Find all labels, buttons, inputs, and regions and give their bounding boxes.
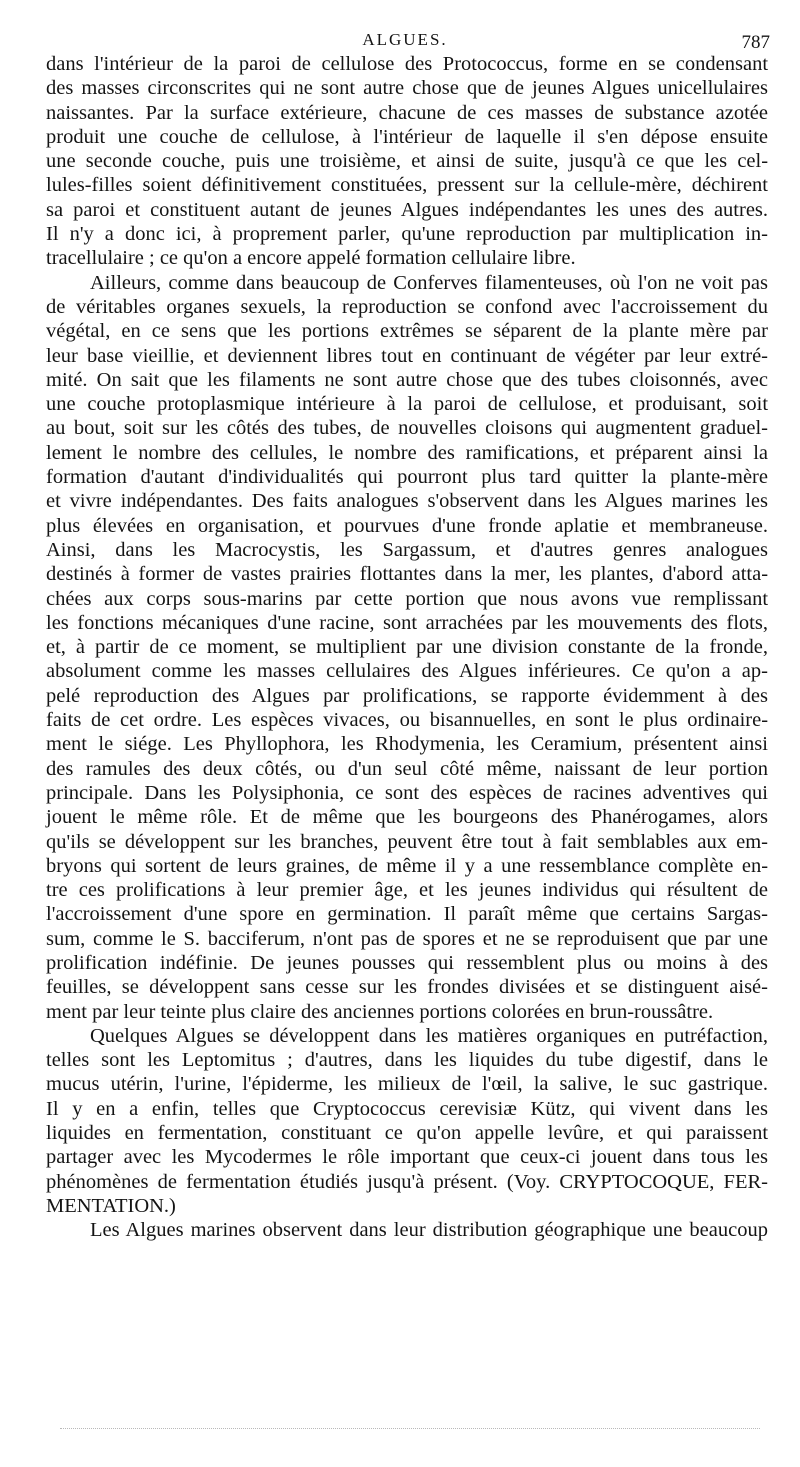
text-line-content: faits de cet ordre. Les espèces vivaces, ou bisannuelles, en sont le plus ordinaire-: [46, 709, 769, 732]
text-line-content: mité. On sait que les filaments ne sont autre chose que des tubes cloisonnés, avec: [46, 368, 768, 391]
text-line: [46, 271, 768, 295]
text-line-content: plus élevées en organisation, et pourvues d'une fronde aplatie et membraneuse.: [46, 514, 768, 537]
text-line: [46, 101, 768, 125]
text-line: [46, 854, 768, 878]
text-line-content: phénomènes de fermentation étudiés jusqu'à présent. (Voy. CRYPTOCOQUE, FER-: [46, 1170, 768, 1193]
text-line-content: Ailleurs, comme dans beaucoup de Conferves filamenteuses, où l'on ne voit pas: [90, 271, 768, 294]
text-line: [46, 1000, 768, 1024]
text-line: [46, 198, 768, 222]
text-line-content: ment par leur teinte plus claire des anciennes portions colorées en brun-roussâtre.: [46, 1000, 714, 1023]
text-line: [46, 514, 768, 538]
text-line: [46, 441, 768, 465]
text-line-content: une seconde couche, puis une troisième, et ainsi de suite, jusqu'à ce que les cel-: [46, 150, 769, 173]
text-line-content: Quelques Algues se développent dans les matières organiques en putréfaction,: [90, 1024, 768, 1047]
text-line-content: ment le siége. Les Phyllophora, les Rhodymenia, les Ceramium, présentent ainsi: [46, 733, 768, 756]
text-line: [46, 52, 768, 76]
text-line: [46, 659, 768, 683]
text-line: [46, 1194, 768, 1218]
text-line-content: des ramules des deux côtés, ou d'un seul côté même, naissant de leur portion: [46, 757, 768, 780]
text-line: [46, 246, 768, 270]
text-line: [46, 951, 768, 975]
text-line: [46, 295, 768, 319]
text-line-content: végétal, en ce sens que les portions extrêmes se séparent de la plante mère par: [46, 320, 768, 343]
text-line-content: jouent le même rôle. Et de même que les bourgeons des Phanérogames, alors: [46, 806, 769, 829]
text-line: [46, 975, 768, 999]
text-line: [46, 489, 768, 513]
text-line-content: qu'ils se développent sur les branches, peuvent être tout à fait semblables aux em-: [46, 830, 768, 853]
text-line-content: tre ces prolifications à leur premier âge, et les jeunes individus qui résultent de: [46, 879, 769, 902]
text-line-content: leur base vieillie, et deviennent libres tout en continuant de végéter par leur extré-: [46, 344, 769, 367]
running-title: ALGUES.: [362, 30, 448, 49]
text-line: [46, 416, 768, 440]
text-line: [46, 830, 768, 854]
text-line: [46, 878, 768, 902]
text-line-content: l'accroissement d'une spore en germination. Il paraît même que certains Sargas-: [46, 903, 768, 926]
page-number: 787: [741, 32, 770, 53]
text-line-content: des masses circonscrites qui ne sont autre chose que de jeunes Algues unicellulaires: [46, 77, 768, 100]
text-line-content: sum, comme le S. bacciferum, n'ont pas de spores et ne se reproduisent que par une: [46, 927, 768, 950]
text-line-content: liquides en fermentation, constituant ce qu'on appelle levûre, et qui paraissent: [46, 1122, 769, 1145]
page-header: [40, 26, 770, 54]
text-line-content: produit une couche de cellulose, à l'intérieur de laquelle il s'en dépose ensuite: [46, 125, 769, 148]
text-line: [46, 76, 768, 100]
text-line: [46, 1145, 768, 1169]
text-line-content: principale. Dans les Polysiphonia, ce sont des espèces de racines adventives qui: [46, 781, 768, 804]
text-line-content: bryons qui sortent de leurs graines, de même il y a une ressemblance complète en-: [46, 854, 769, 877]
body-text: [46, 52, 768, 1243]
text-line-content: naissantes. Par la surface extérieure, chacune de ces masses de substance azotée: [46, 101, 768, 124]
text-line: [46, 1072, 768, 1096]
text-line: [46, 562, 768, 586]
text-line: [46, 222, 768, 246]
text-line-content: Les Algues marines observent dans leur distribution géographique une beaucoup: [90, 1219, 768, 1242]
text-line-content: au bout, soit sur les côtés des tubes, de nouvelles cloisons qui augmentent graduel-: [46, 417, 769, 440]
text-line: [46, 732, 768, 756]
text-line: [46, 781, 768, 805]
text-line: [46, 757, 768, 781]
text-line: [46, 465, 768, 489]
text-line-content: et, à partir de ce moment, se multiplient par une division constante de la fronde,: [46, 636, 768, 659]
text-line-content: dans l'intérieur de la paroi de cellulose des Protococcus, forme en se condensant: [46, 53, 769, 75]
text-line: [46, 1097, 768, 1121]
text-line-content: prolification indéfinie. De jeunes pousses qui ressemblent plus ou moins à des: [46, 951, 769, 974]
bottom-rule: [60, 1428, 760, 1430]
text-line-content: feuilles, se développent sans cesse sur les frondes divisées et se distinguent aisé-: [46, 976, 768, 999]
text-line: [46, 1048, 768, 1072]
text-line-content: de véritables organes sexuels, la reproduction se confond avec l'accroissement du: [46, 295, 768, 318]
text-line: [46, 902, 768, 926]
text-line-content: formation d'autant d'individualités qui pourront plus tard quitter la plante-mère: [46, 466, 768, 489]
text-line-content: partager avec les Mycodermes le rôle important que ceux-ci jouent dans tous les: [46, 1146, 769, 1169]
text-line: [46, 587, 768, 611]
text-line: [46, 805, 768, 829]
text-line: [46, 927, 768, 951]
text-line: [46, 538, 768, 562]
text-line: [46, 392, 768, 416]
text-line-content: lules-filles soient définitivement constituées, pressent sur la cellule-mère, déchirent: [46, 174, 768, 197]
text-line-content: pelé reproduction des Algues par prolifications, se rapporte évidemment à des: [46, 684, 768, 707]
text-line-content: Il y en a enfin, telles que Cryptococcus cerevisiæ Kütz, qui vivent dans les: [46, 1097, 768, 1120]
text-line: [46, 1218, 768, 1242]
text-line: [46, 1170, 768, 1194]
text-line: [46, 173, 768, 197]
text-line: [46, 611, 768, 635]
text-line: [46, 635, 768, 659]
text-line-content: Ainsi, dans les Macrocystis, les Sargassum, et d'autres genres analogues: [46, 538, 768, 561]
text-line: [46, 125, 768, 149]
text-line-content: telles sont les Leptomitus ; d'autres, dans les liquides du tube digestif, dans le: [46, 1049, 768, 1072]
text-line: [46, 319, 768, 343]
text-line: [46, 149, 768, 173]
text-line: [46, 684, 768, 708]
text-line: [46, 1024, 768, 1048]
text-line-content: MENTATION.): [46, 1194, 176, 1217]
text-line-content: les fonctions mécaniques d'une racine, sont arrachées par les mouvements des flots,: [46, 611, 768, 634]
text-line-content: mucus utérin, l'urine, l'épiderme, les milieux de l'œil, la salive, le suc gastrique.: [46, 1073, 769, 1096]
text-line-content: destinés à former de vastes prairies flottantes dans la mer, les plantes, d'abord atta-: [46, 563, 769, 586]
text-line-content: absolument comme les masses cellulaires des Algues inférieures. Ce qu'on a ap-: [46, 660, 768, 683]
text-line-content: sa paroi et constituent autant de jeunes Algues indépendantes les unes des autres.: [46, 198, 769, 221]
text-line: [46, 708, 768, 732]
text-line: [46, 344, 768, 368]
text-line-content: une couche protoplasmique intérieure à la paroi de cellulose, et produisant, soit: [46, 393, 769, 416]
text-line: [46, 368, 768, 392]
text-line-content: et vivre indépendantes. Des faits analogues s'observent dans les Algues marines les: [46, 490, 768, 513]
text-line: [46, 1121, 768, 1145]
text-line-content: Il n'y a donc ici, à proprement parler, qu'une reproduction par multiplication in-: [46, 223, 769, 246]
text-line-content: chées aux corps sous-marins par cette portion que nous avons vue remplissant: [46, 587, 769, 610]
text-line-content: lement le nombre des cellules, le nombre des ramifications, et préparent ainsi la: [46, 441, 769, 464]
text-line-content: tracellulaire ; ce qu'on a encore appelé formation cellulaire libre.: [46, 247, 576, 270]
